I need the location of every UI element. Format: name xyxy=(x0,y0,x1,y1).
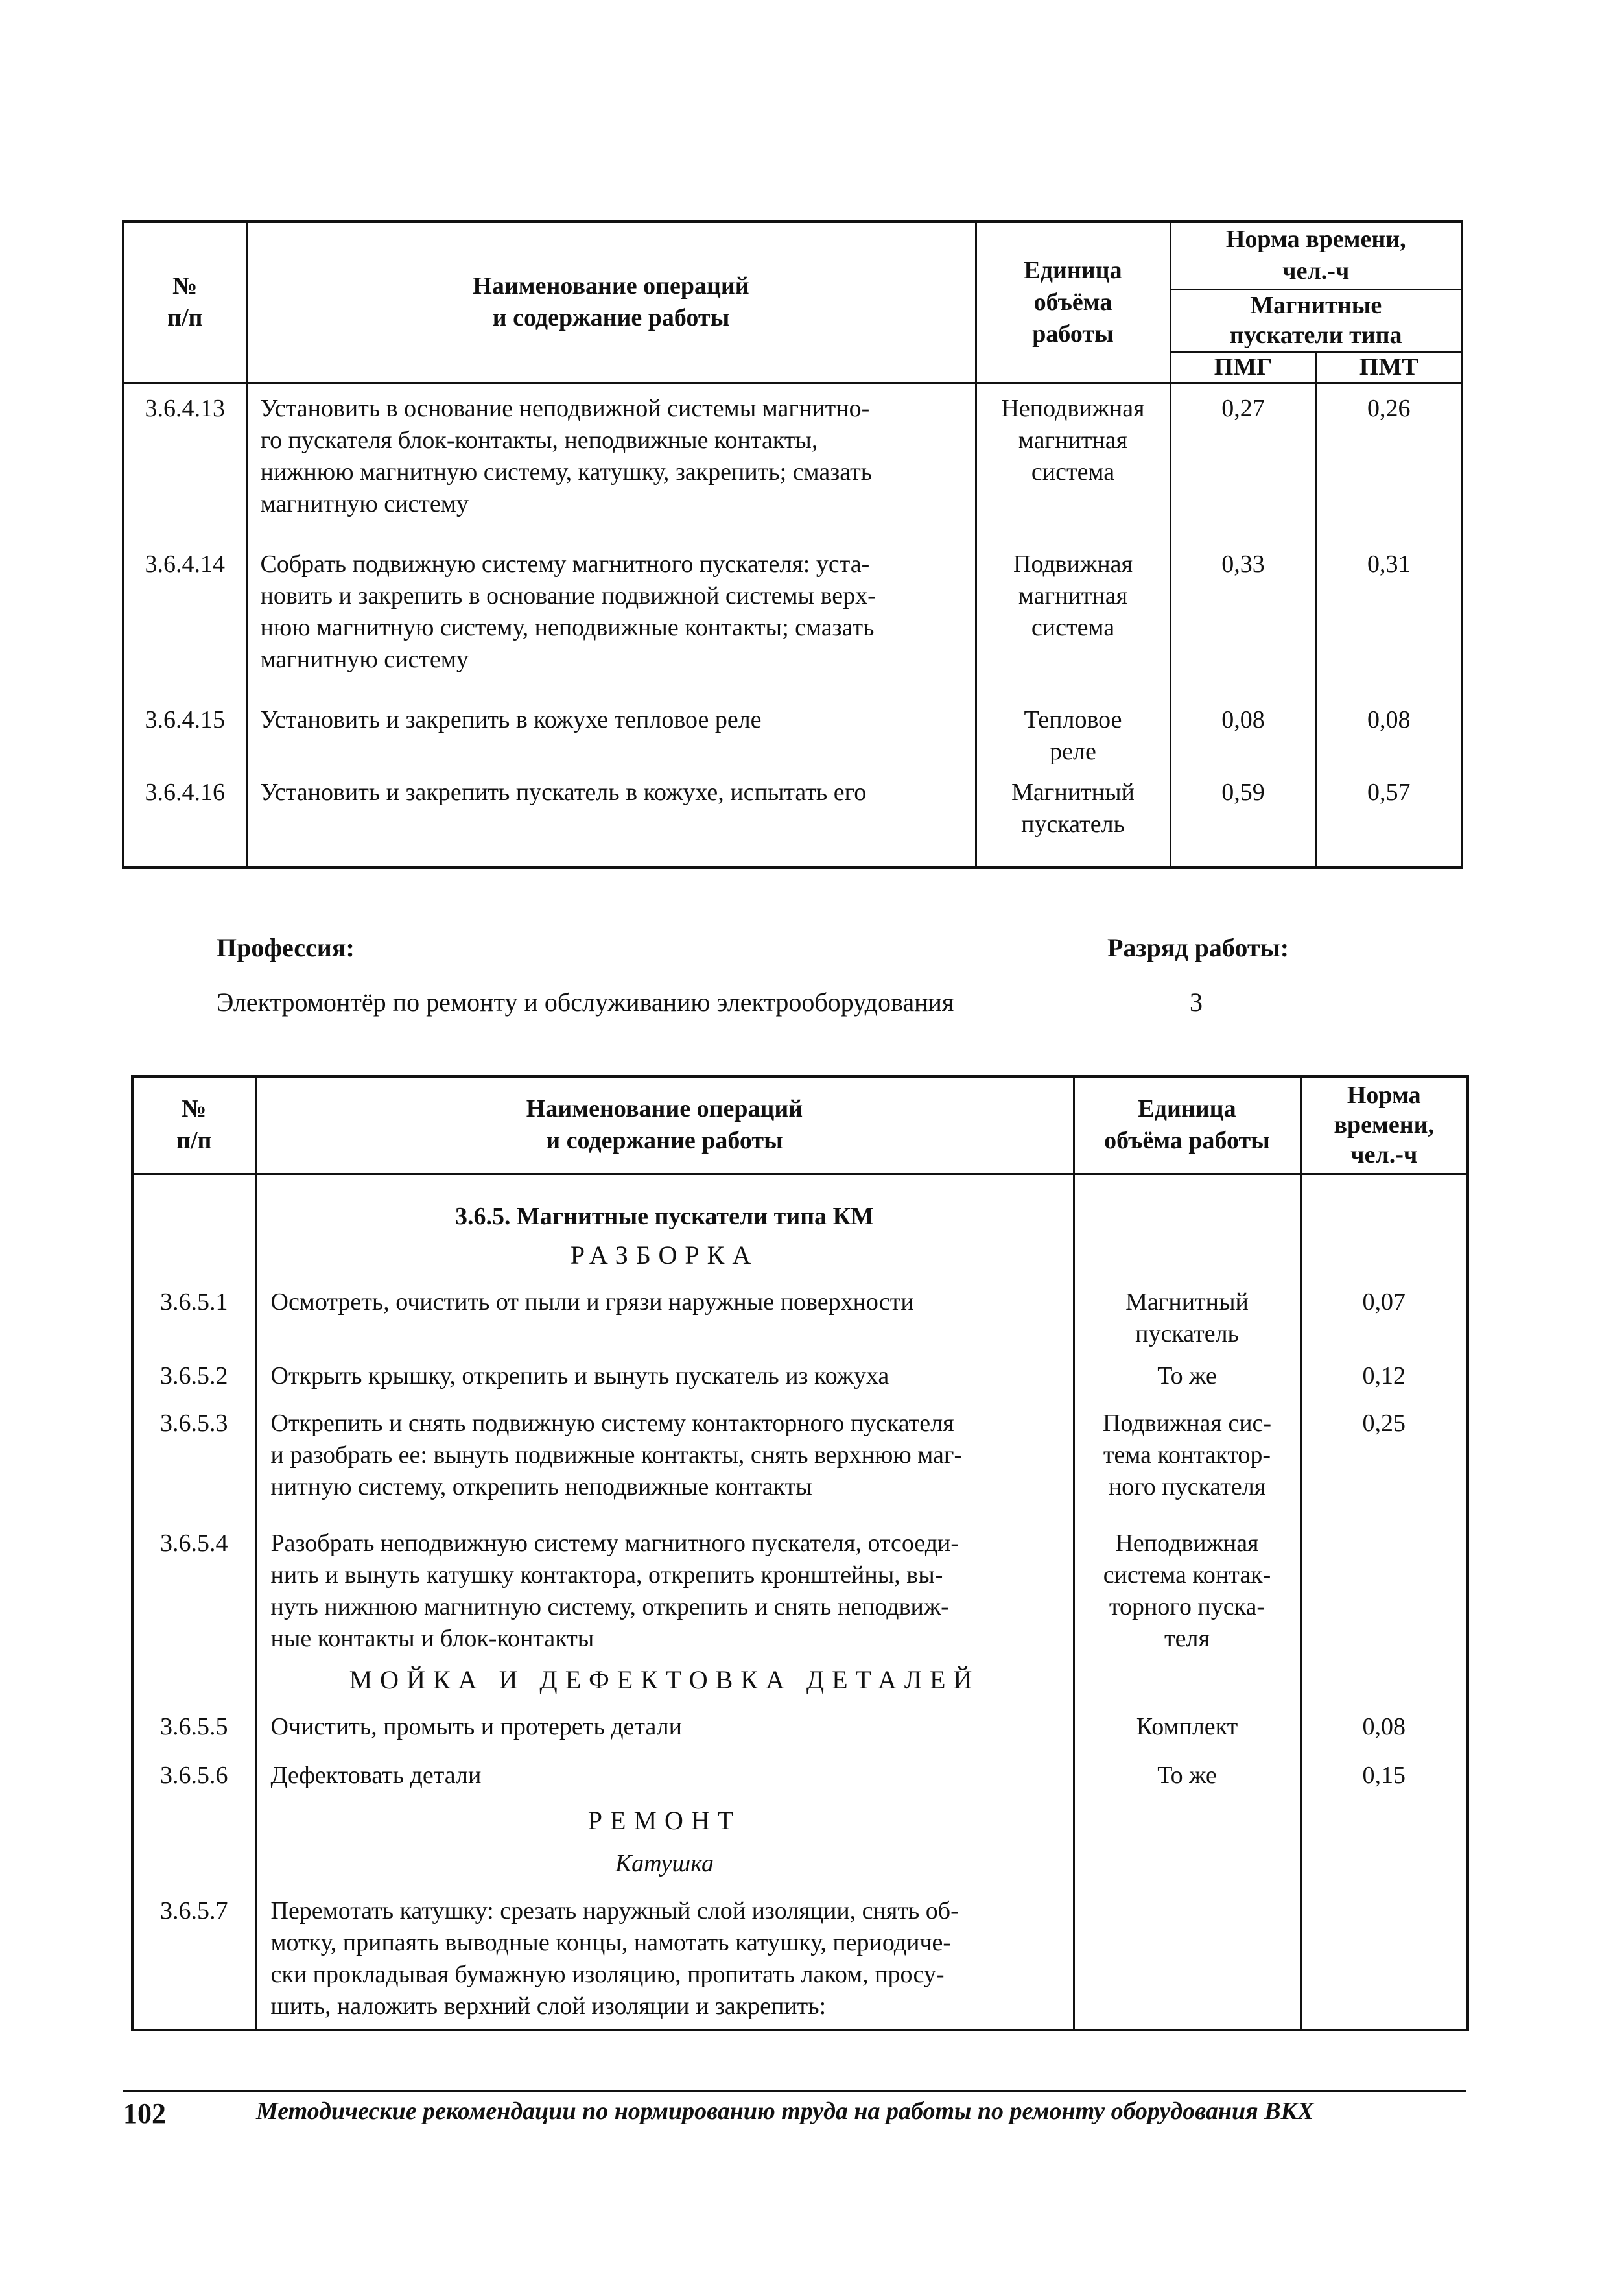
header-starter-type: Магнитные пускатели типа xyxy=(1170,289,1462,351)
row-pmg-value: 0,08 xyxy=(1170,695,1316,768)
table-row xyxy=(132,1397,1468,1517)
row-unit: То же xyxy=(1074,1749,1300,1798)
row-pmt-value: 0,26 xyxy=(1316,383,1462,539)
table-row xyxy=(123,768,1462,868)
row-description: Дефектовать детали xyxy=(255,1749,1074,1798)
header-pmg: ПМГ xyxy=(1170,351,1316,383)
row-unit: Магнитный пускатель xyxy=(1074,1276,1300,1350)
table-row xyxy=(132,1885,1468,2030)
row-pmg-value: 0,27 xyxy=(1170,383,1316,539)
page-number: 102 xyxy=(123,2098,166,2129)
profession-value: Электромонтёр по ремонту и обслуживанию электрооборудования xyxy=(217,988,954,1017)
row-norm-value xyxy=(1300,1517,1468,1701)
row-number: 3.6.5.1 xyxy=(132,1276,255,1350)
subsection-row xyxy=(132,1798,1468,1841)
row-description: Установить и закрепить в кожухе тепловое реле xyxy=(246,695,976,768)
header-unit: Единица объёма работы xyxy=(976,222,1170,383)
row-description: Установить и закрепить пускатель в кожухе, испытать его xyxy=(246,768,976,868)
row-pmt-value: 0,08 xyxy=(1316,695,1462,768)
table-row xyxy=(132,1517,1468,1657)
row-description: Открыть крышку, открепить и вынуть пускатель из кожуха xyxy=(255,1350,1074,1397)
subsection-row xyxy=(132,1841,1468,1885)
row-norm-value: 0,08 xyxy=(1300,1701,1468,1749)
grade-value: 3 xyxy=(1190,988,1203,1017)
grade-label: Разряд работы: xyxy=(1107,933,1289,962)
row-number: 3.6.5.7 xyxy=(132,1885,255,2030)
row-norm-value: 0,07 xyxy=(1300,1276,1468,1350)
row-number: 3.6.5.3 xyxy=(132,1397,255,1517)
row-number: 3.6.4.15 xyxy=(123,695,246,768)
row-unit: То же xyxy=(1074,1350,1300,1397)
profession-label: Профессия: xyxy=(217,933,355,962)
norms-table-km xyxy=(131,1075,1469,2031)
row-number: 3.6.5.2 xyxy=(132,1350,255,1397)
row-description: Перемотать катушку: срезать наружный слой изоляции, снять об- мотку, припаять выводные концы, намотать катушку, периодиче- ски прокладывая бумажную изоляцию, пропитать лаком, просу- шить, наложить верхний слой изоляции и закрепить: xyxy=(255,1885,1074,2030)
subsection-repair: РЕМОНТ xyxy=(255,1798,1074,1841)
header-pmt: ПМТ xyxy=(1316,351,1462,383)
row-unit: Тепловое реле xyxy=(976,695,1170,768)
header-number: № п/п xyxy=(132,1076,255,1174)
subsection-disassembly: РАЗБОРКА xyxy=(255,1233,1074,1276)
header-time-norm: Норма времени, чел.-ч xyxy=(1300,1076,1468,1174)
row-number: 3.6.5.4 xyxy=(132,1517,255,1657)
row-pmg-value: 0,59 xyxy=(1170,768,1316,868)
row-number: 3.6.4.14 xyxy=(123,539,246,695)
subsection-washing: МОЙКА И ДЕФЕКТОВКА ДЕТАЛЕЙ xyxy=(255,1657,1074,1701)
row-norm-value: 0,12 xyxy=(1300,1350,1468,1397)
row-description: Очистить, промыть и протереть детали xyxy=(255,1701,1074,1749)
row-description: Установить в основание неподвижной системы магнитно- го пускателя блок-контакты, неподвижные контакты, нижнюю магнитную систему, катушку, закрепить; смазать магнитную систему xyxy=(246,383,976,539)
row-norm-value: 0,25 xyxy=(1300,1397,1468,1517)
norms-table-pmg-pmt xyxy=(122,220,1463,869)
row-unit xyxy=(1074,1885,1300,2030)
row-unit: Неподвижная магнитная система xyxy=(976,383,1170,539)
section-title: 3.6.5. Магнитные пускатели типа КМ xyxy=(255,1174,1074,1233)
row-description: Открепить и снять подвижную систему контакторного пускателя и разобрать ее: вынуть подвижные контакты, снять верхнюю маг- нитную систему, открепить неподвижные контакты xyxy=(255,1397,1074,1517)
table-row xyxy=(132,1701,1468,1749)
row-unit: Магнитный пускатель xyxy=(976,768,1170,868)
row-number: 3.6.4.16 xyxy=(123,768,246,868)
table-row xyxy=(132,1749,1468,1798)
row-norm-value: 0,15 xyxy=(1300,1749,1468,1798)
header-unit: Единица объёма работы xyxy=(1074,1076,1300,1174)
header-operation-name: Наименование операций и содержание работы xyxy=(246,222,976,383)
row-description: Собрать подвижную систему магнитного пускателя: уста- новить и закрепить в основание подвижной системы верх- нюю магнитную систему, неподвижные контакты; смазать магнитную систему xyxy=(246,539,976,695)
row-number: 3.6.5.6 xyxy=(132,1749,255,1798)
row-norm-value xyxy=(1300,1885,1468,2030)
table-row xyxy=(123,383,1462,539)
footer-divider xyxy=(123,2090,1466,2092)
table-row xyxy=(132,1276,1468,1350)
header-time-norm: Норма времени, чел.-ч xyxy=(1170,222,1462,289)
row-description: Разобрать неподвижную систему магнитного пускателя, отсоеди- нить и вынуть катушку контактора, открепить кронштейны, вы- нуть нижнюю магнитную систему, открепить и снять неподвиж- ные контакты и блок-контакты xyxy=(255,1517,1074,1657)
header-number: № п/п xyxy=(123,222,246,383)
row-unit: Подвижная магнитная система xyxy=(976,539,1170,695)
row-unit: Неподвижная система контак- торного пуска- теля xyxy=(1074,1517,1300,1701)
row-description: Осмотреть, очистить от пыли и грязи наружные поверхности xyxy=(255,1276,1074,1350)
row-unit: Комплект xyxy=(1074,1701,1300,1749)
header-operation-name: Наименование операций и содержание работы xyxy=(255,1076,1074,1174)
row-pmt-value: 0,57 xyxy=(1316,768,1462,868)
row-pmg-value: 0,33 xyxy=(1170,539,1316,695)
section-row xyxy=(132,1174,1468,1233)
subsection-coil: Катушка xyxy=(255,1841,1074,1885)
subsection-row xyxy=(132,1233,1468,1276)
row-pmt-value: 0,31 xyxy=(1316,539,1462,695)
row-number: 3.6.5.5 xyxy=(132,1701,255,1749)
row-unit: Подвижная сис- тема контактор- ного пускателя xyxy=(1074,1397,1300,1517)
footer-title: Методические рекомендации по нормированию труда на работы по ремонту оборудования ВКХ xyxy=(256,2098,1314,2125)
row-number: 3.6.4.13 xyxy=(123,383,246,539)
table-row xyxy=(123,539,1462,695)
table-row xyxy=(123,695,1462,768)
table-row xyxy=(132,1350,1468,1397)
